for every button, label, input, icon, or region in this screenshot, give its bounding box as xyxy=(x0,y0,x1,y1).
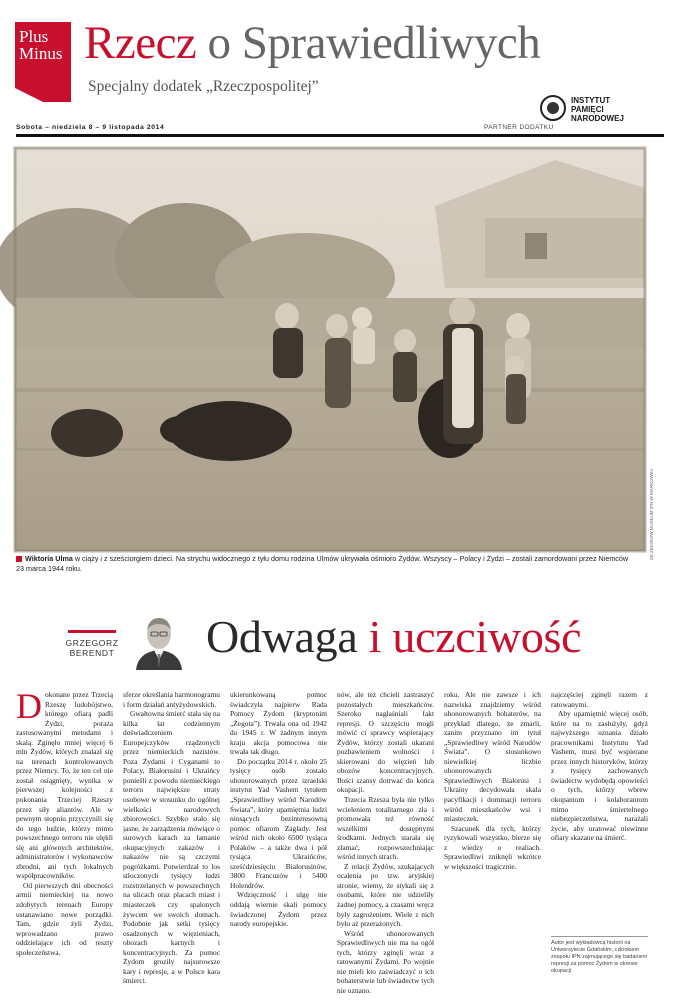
column-6-paragraph-2: Aby upamiętnić więcej osób, które na to zasłużyły, gdyż najwyższego uznania działo pracownikami Instytutu Yad Vashem, musi być wspierane przez innych historyków, którzy z tysięcy zachowanych świadectw wydobędą opowieści o tych, którzy wbrew okupantom i kolaborantom mimo śmiertelnego niebezpieczeństwa, narażali życie, aby uratować niewinne ofiary skazane na śmierć. xyxy=(551,709,648,843)
partner-name-line-1: INSTYTUT xyxy=(571,96,611,105)
caption-subject: Wiktoria Ulma xyxy=(25,554,73,563)
column-6-paragraph-1: najczęściej zginęli razem z ratowanymi. xyxy=(551,690,648,709)
column-2-paragraph-1: sferze określania harmonogramu i form działań antyżydowskich. xyxy=(123,690,220,709)
partner-name xyxy=(571,96,624,123)
issue-dateline: Sobota – niedziela 8 – 9 listopada 2014 xyxy=(16,124,165,131)
column-3-paragraph-1: ukierunkowaną pomoc świadczyła najpierw Rada Pomocy Żydom (kryptonim „Żegota”). Trwała ona od 1942 do 1945 r. W żadnym innym kraju akcja pomocowa nie trwała tak długo. xyxy=(230,690,327,757)
column-2-paragraph-2: Gwałtowna śmierć stała się na kilka lat codziennym doświadczeniem Europejczyków rządzonych przez niemieckich nazistów. Poza Żydami i Cyganami to Polacy, Białorusini i Ukraińcy ponieśli z powodu niemieckiego terroru największe straty osobowe w stosunku do ogólnej wielkości narodowych zbiorowości. Szybko stało się jasne, że zarządzenia mówiące o surowych karach za łamanie okupacyjnych zakazów i nakazów nie są czczymi pogróżkami. Potwierdzał to los stłoczonych tysięcy ludzi rozstrzelanych w powszechnych na ulicach oraz placach miast i miasteczek czy spalonych żywcem we swoich domach. Podobnie jak setki tysięcy osadzonych w więzieniach, obozach karnych i koncentracyjnych. Za pomoc Żydom groziły najsurowsze kary i represje, a w Polsce kara śmierci. xyxy=(123,709,220,986)
badge-line-plus: Plus xyxy=(19,27,49,46)
column-5-paragraph-1: roku. Ale nie zawsze i ich nazwiska znajdziemy wśród uhonorowanych bohaterów, na przykład dlatego, że zmarli, zanim przyznano im tytuł „Sprawiedliwy wśród Narodów Świata”. O stosunkowo niewielkiej liczbie uhonorowanych Sprawiedliwych Białorusi i Ukrainy decydowała skala pacyfikacji i dominacji terroru wśród mieszkańców wsi i miasteczek. xyxy=(444,690,541,824)
headline-word-uczciwosc: uczciwość xyxy=(392,611,582,662)
article-column-1 xyxy=(16,686,113,985)
caption-marker xyxy=(16,556,22,562)
column-4-paragraph-3: Z relacji Żydów, szukających ocalenia po tzw. aryjskiej stronie, wiemy, że stykali się z osobami, które nie udzieliły żadnej pomocy, a czasami wręcz były zagrożeniem. Wiele z nich było aż przerażonych. xyxy=(337,861,434,929)
article-column-3 xyxy=(230,690,327,985)
article-column-6 xyxy=(551,690,648,928)
column-1-paragraph-1 xyxy=(16,686,113,881)
author-portrait xyxy=(132,608,186,670)
column-3-paragraph-2: Do początku 2014 r. około 25 tysięcy osób zostało uhonorowanych przez izraelski instytut Yad Vashem tytułem „Sprawiedliwy wśród Narodów Świata”, który upamiętnia ludzi niosących bezinteresowną pomoc ofiarom Zagłady. Jest wśród nich około 6500 tysiąca Polaków – a także dwa i pół tysiąca Ukraińców, sześćdziesięciu Białorusinów, 3800 Francuzów i 5400 Holendrów. xyxy=(230,756,327,890)
drop-cap: D xyxy=(16,686,42,726)
column-3-paragraph-3: Wdzięczność i ulgę nie oddają wiernie skali pomocy świadczonej Żydom przez narody europejskie. xyxy=(230,890,327,929)
caption-text: w ciąży i z sześciorgiem dzieci. Na strychu widocznego z tyłu domu rodzina Ulmów ukrywała ośmioro Żydów. Wszyscy – Polacy i Żydzi – zostali zamordowani przez Niemców 23 marca 1944 roku. xyxy=(16,554,629,573)
photo-caption xyxy=(16,554,636,573)
column-4-paragraph-1: nów, ale też chcieli zastraszyć pozostałych mieszkańców. Szeroko nagłaśniali fakt represji. O szczęściu mogli mówić ci sprawcy wspierający Żydów, którzy zostali ukarani pozbawieniem wolności i skierowani do więzień lub obozów koncentracyjnych. Ilości szansy dotrwać do końca okupacji. xyxy=(337,690,434,795)
column-1-paragraph-1-text: okonane przez Trzecią Rzeszę ludobójstwo, którego ofiarą padli Żydzi, poraża zastosowanymi metodami i skalą. Zginęło mniej więcej 6 mln Żydów, których znalazł się na terenach kontrolowanych przez Niemcy. To, że ten cel nie został osiągnięty, wynika w pierwszej kolejności z pokonania Trzeciej Rzeszy przez siły aliantów. Ale w pewnym stopniu przyczynili się do tego ludzie, którzy mimo powszechnego terroru nie ulękli się ani głównych architektów, administratorów i wykonawców zbrodni, ani tych lokalnych współpracowników. xyxy=(16,690,113,881)
column-5-paragraph-2: Szacunek dla tych, którzy ryzykowali wszystko, bierze się z wiedzy o realiach. Sprawiedliwi zniknęli wkrótce w większości tragicznie. xyxy=(444,823,541,871)
ipn-eagle-logo xyxy=(540,95,566,121)
family-photo xyxy=(15,148,645,551)
photo-credit: ZE ZBIORÓW MUZEUM IPN W MARKOWEJ xyxy=(649,469,654,560)
supplement-subtitle: Specjalny dodatek „Rzeczpospolitej” xyxy=(88,78,319,95)
author-first-name: GRZEGORZ xyxy=(65,638,119,648)
article-column-5 xyxy=(444,690,541,985)
author-last-name: BERENDT xyxy=(69,648,115,658)
article-column-4 xyxy=(337,690,434,995)
partner-name-line-2: PAMIĘCI xyxy=(571,105,604,114)
title-word-rzecz: Rzecz xyxy=(84,17,197,69)
author-footnote: Autor jest wykładowcą historii na Uniwersytecie Gdańskim, członkiem zespołu IPN zajmującego się badaniem represji za pomoc Żydom w okresie okupacji xyxy=(551,936,648,975)
author-byline xyxy=(60,638,124,658)
masthead-rule xyxy=(16,134,664,137)
partner-name-line-3: NARODOWEJ xyxy=(571,114,624,123)
column-1-paragraph-2: Od pierwszych dni obecności armii niemieckiej na nowo zdobytych terenach Europy ustanawiano nowe porządki. Tam, gdzie żyli Żydzi, wprowadzano prawo oddzielające ich od reszty społeczeństwa. xyxy=(16,880,113,957)
author-accent-bar xyxy=(68,630,116,633)
headline-word-odwaga: Odwaga xyxy=(206,611,358,662)
badge-line-minus: Minus xyxy=(19,44,63,63)
title-rest: o Sprawiedliwych xyxy=(196,17,541,69)
column-4-paragraph-2: Trzecia Rzesza była nie tylko wcieleniem totalitarnego zła i promowała też równość wszelkimi dostępnymi środkami. Jednych starała się złamać, rozpowszechniając wśród innych strach. xyxy=(337,795,434,862)
column-4-paragraph-4: Wśród uhonorowanych Sprawiedliwych nie ma na ogół tych, którzy zginęli wraz z ratowanymi Żydami. Po wojnie nie mieli kto zaświadczyć o ich bohaterstwie lub świadectw tych nie uznano. xyxy=(337,928,434,995)
plus-minus-badge xyxy=(15,22,71,102)
supplement-title xyxy=(84,18,540,68)
article-column-2 xyxy=(123,690,220,985)
headline-conjunction: i xyxy=(357,611,393,662)
partner-label: PARTNER DODATKU xyxy=(484,124,554,131)
badge-notch xyxy=(15,88,43,102)
article-headline xyxy=(206,612,581,662)
